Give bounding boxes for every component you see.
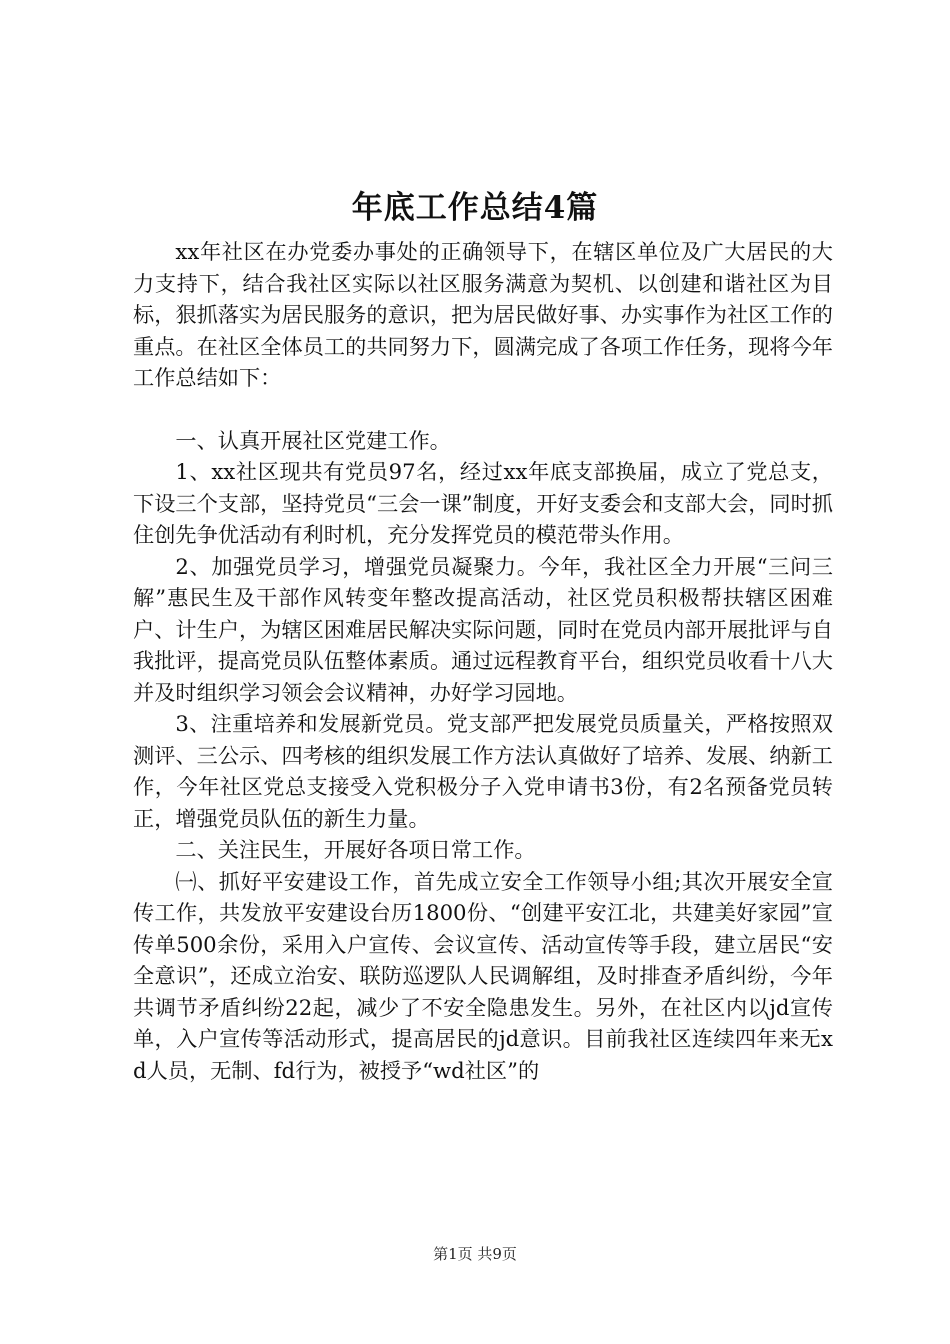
page-footer: 第1页 共9页: [433, 1245, 517, 1263]
paragraph-sub-1: ㈠、抓好平安建设工作，首先成立安全工作领导小组;其次开展安全宣传工作，共发放平安建设台历1800份、“创建平安江北，共建美好家园”宣传单500余份，采用入户宣传、会议宣传、活动宣传等手段，建立居民“安全意识”，还成立治安、联防巡逻队人民调解组，及时排查矛盾纠纷，今年共调节矛盾纠纷22起，减少了不安全隐患发生。另外，在社区内以jd宣传单，入户宣传等活动形式，提高居民的jd意识。目前我社区连续四年来无xd人员，无制、fd行为，被授予“wd社区”的: [133, 868, 833, 1083]
intro-paragraph: xx年社区在办党委办事处的正确领导下，在辖区单位及广大居民的大力支持下，结合我社区实际以社区服务满意为契机、以创建和谐社区为目标，狠抓落实为居民服务的意识，把为居民做好事、办实事作为社区工作的重点。在社区全体员工的共同努力下，圆满完成了各项工作任务，现将今年工作总结如下：: [133, 239, 833, 390]
paragraph-item-1: 1、xx社区现共有党员97名，经过xx年底支部换届，成立了党总支，下设三个支部，坚持党员“三会一课”制度，开好支委会和支部大会，同时抓住创先争优活动有利时机，充分发挥党员的模范带头作用。: [133, 459, 833, 547]
paragraph-item-3: 3、注重培养和发展新党员。党支部严把发展党员质量关，严格按照双测评、三公示、四考核的组织发展工作方法认真做好了培养、发展、纳新工作，今年社区党总支接受入党积极分子入党申请书3份，有2名预备党员转正，增强党员队伍的新生力量。: [133, 711, 833, 831]
document-title: 年底工作总结4篇: [351, 190, 599, 226]
section-heading-1: 一、认真开展社区党建工作。: [175, 427, 451, 453]
section-heading-2: 二、关注民生，开展好各项日常工作。: [175, 837, 536, 862]
paragraph-item-2: 2、加强党员学习，增强党员凝聚力。今年，我社区全力开展“三问三解”惠民生及干部作风转变年整改提高活动，社区党员积极帮扶辖区困难户、计生户，为辖区困难居民解决实际问题，同时在党员内部开展批评与自我批评，提高党员队伍整体素质。通过远程教育平台，组织党员收看十八大并及时组织学习领会会议精神，办好学习园地。: [133, 553, 833, 705]
document-body: [133, 236, 833, 1086]
